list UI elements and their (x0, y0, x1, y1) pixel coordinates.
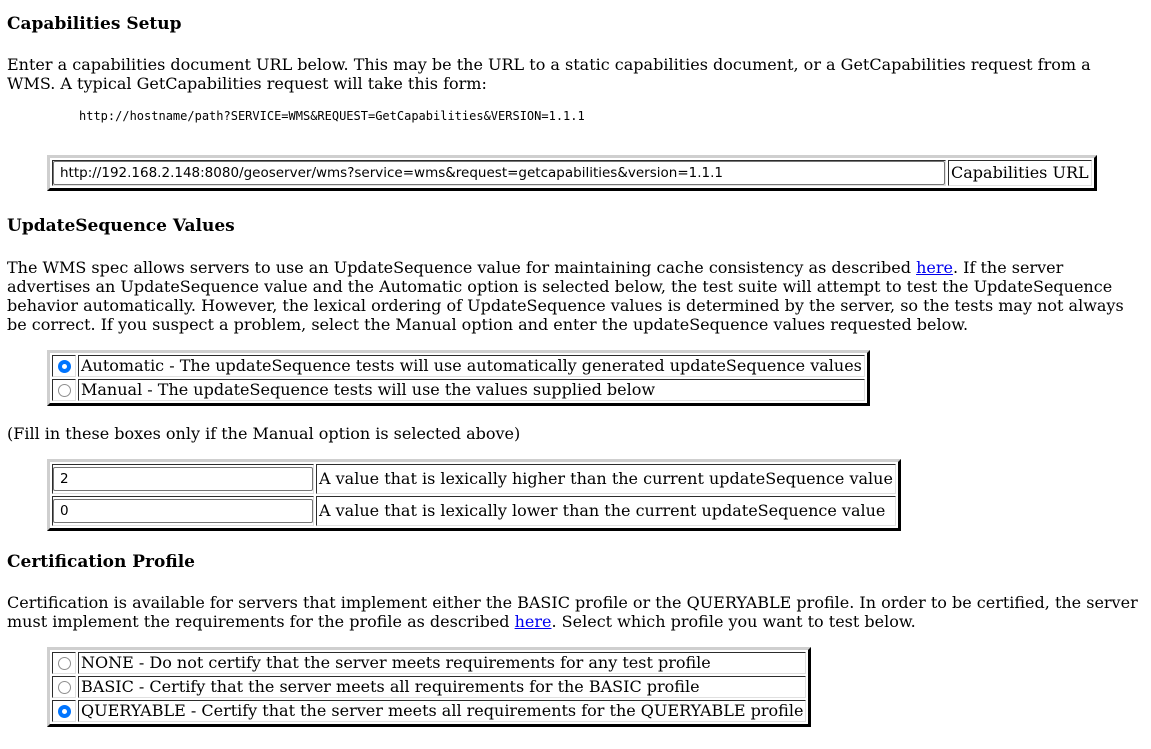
certification-option-none[interactable] (52, 652, 806, 674)
update-sequence-text-1: The WMS spec allows servers to use an UpdateSequence value for maintaining cache consistency as described (7, 258, 917, 277)
none-radio[interactable] (58, 657, 71, 670)
basic-option-label: BASIC - Certify that the server meets all requirements for the BASIC profile (78, 676, 806, 698)
certification-option-basic[interactable] (52, 676, 806, 698)
update-sequence-option-automatic[interactable] (52, 355, 865, 377)
manual-option-label: Manual - The updateSequence tests will use the values supplied below (78, 379, 865, 401)
update-sequence-option-manual[interactable] (52, 379, 865, 401)
certification-text-2: . Select which profile you want to test below. (551, 612, 916, 631)
certification-heading: Certification Profile (7, 552, 195, 572)
update-sequence-heading: UpdateSequence Values (7, 216, 235, 236)
certification-option-queryable[interactable] (52, 700, 806, 722)
capabilities-url-label: Capabilities URL (948, 160, 1092, 186)
radio-cell (52, 700, 76, 722)
higher-value-label: A value that is lexically higher than the current updateSequence value (316, 464, 896, 494)
capabilities-url-input[interactable] (53, 161, 945, 185)
higher-value-input[interactable] (53, 467, 313, 491)
higher-value-cell (52, 464, 314, 494)
lower-value-label: A value that is lexically lower than the current updateSequence value (316, 496, 896, 526)
lower-value-cell (52, 496, 314, 526)
certification-here-link[interactable]: here (514, 612, 552, 631)
none-option-label: NONE - Do not certify that the server meets requirements for any test profile (78, 652, 806, 674)
update-sequence-here-link[interactable]: here (916, 258, 953, 277)
certification-options (47, 647, 811, 727)
queryable-radio[interactable] (58, 705, 71, 718)
radio-cell (52, 652, 76, 674)
manual-note: (Fill in these boxes only if the Manual option is selected above) (7, 424, 521, 443)
queryable-option-label: QUERYABLE - Certify that the server meets all requirements for the QUERYABLE profile (78, 700, 806, 722)
radio-cell (52, 355, 76, 377)
update-sequence-values-table (47, 459, 901, 531)
update-sequence-options (47, 350, 870, 406)
capabilities-url-table (47, 155, 1097, 191)
update-sequence-text-2: . If the server advertises an UpdateSequence value and the Automatic option is selected below, the test suite will attempt to test the UpdateSequence behavior automatically. However, the lexical ordering of UpdateSequence values is determined by the server, so the tests may not always be correct. If you suspect a problem, select the Manual option and enter the updateSequence values requested below. (7, 258, 1124, 334)
capabilities-url-cell (52, 160, 946, 186)
capabilities-example: http://hostname/path?SERVICE=WMS&REQUEST=GetCapabilities&VERSION=1.1.1 (79, 109, 585, 123)
certification-text-1: Certification is available for servers that implement either the BASIC profile or the QUERYABLE profile. In order to be certified, the server must implement the requirements for the profile as described (7, 593, 1138, 631)
update-sequence-description (7, 258, 1137, 334)
radio-cell (52, 379, 76, 401)
basic-radio[interactable] (58, 681, 71, 694)
certification-description (7, 593, 1147, 631)
manual-radio[interactable] (58, 384, 71, 397)
automatic-radio[interactable] (58, 360, 71, 373)
capabilities-intro: Enter a capabilities document URL below. This may be the URL to a static capabilities document, or a GetCapabilities request from a WMS. A typical GetCapabilities request will take this form: (7, 55, 1091, 93)
radio-cell (52, 676, 76, 698)
lower-value-input[interactable] (53, 499, 313, 523)
automatic-option-label: Automatic - The updateSequence tests will use automatically generated updateSequence values (78, 355, 865, 377)
capabilities-heading: Capabilities Setup (7, 14, 182, 34)
